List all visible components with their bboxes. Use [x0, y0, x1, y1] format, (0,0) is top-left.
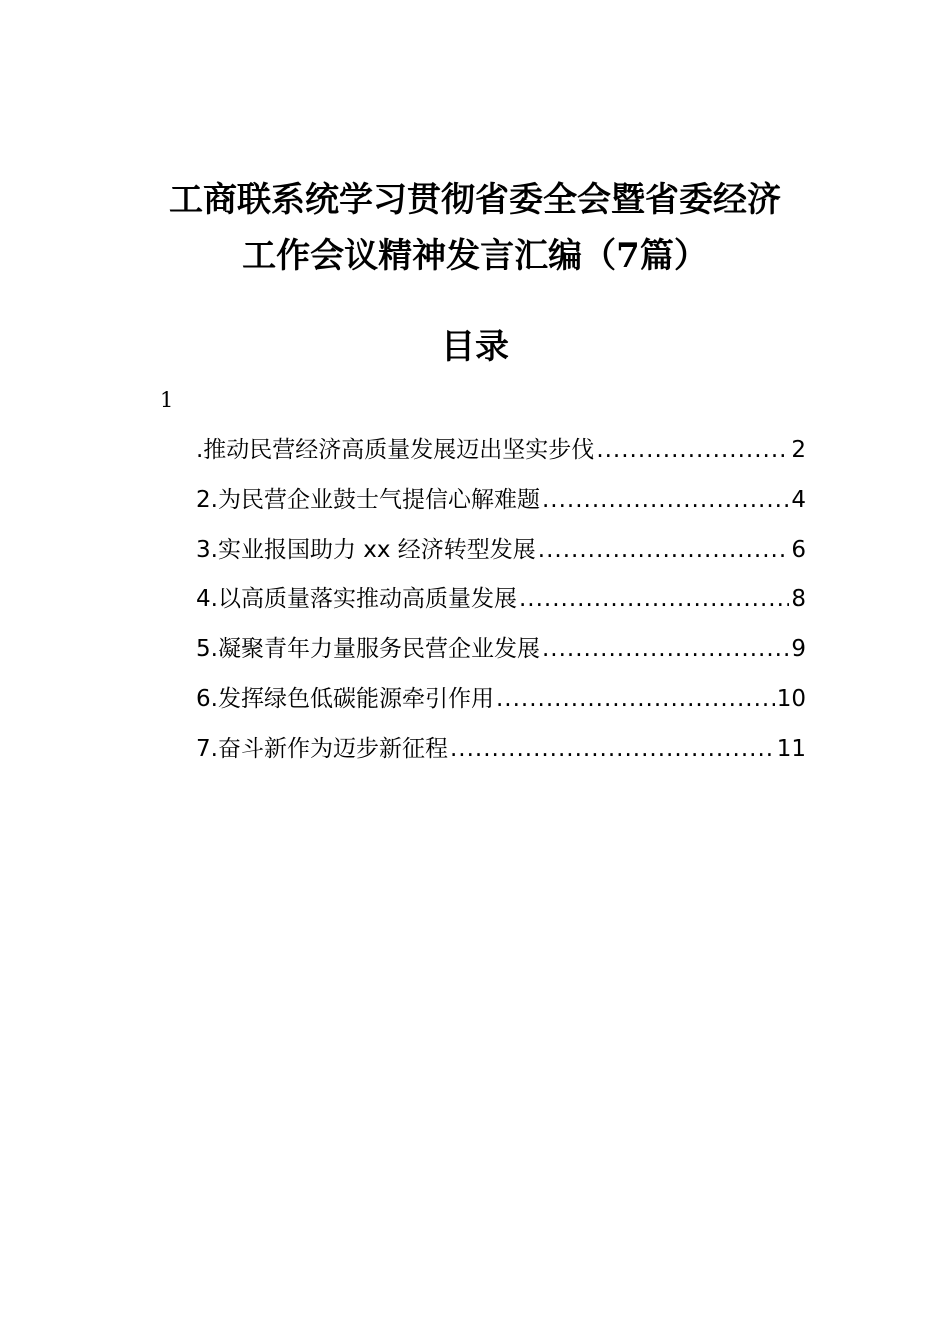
- toc-entry-label: 3.实业报国助力 xx 经济转型发展: [196, 536, 536, 563]
- toc-entry-2[interactable]: [196, 476, 806, 526]
- toc-heading: 目录: [441, 327, 509, 367]
- toc-dot-leader: [450, 725, 775, 775]
- toc-entry-page: 4: [791, 486, 806, 513]
- document-title-line-1: 工商联系统学习贯彻省委全会暨省委经济: [169, 180, 781, 220]
- toc-entry-page: 11: [776, 735, 806, 762]
- toc-entry-page: 2: [791, 437, 806, 463]
- toc-entry-page: 9: [791, 636, 806, 663]
- toc-entry-1[interactable]: [196, 426, 806, 476]
- toc-entry-label: .推动民营经济高质量发展迈出坚实步伐: [196, 437, 595, 463]
- toc-dot-leader: [542, 625, 789, 675]
- toc-entry-7[interactable]: [196, 725, 806, 775]
- toc-dot-leader: [596, 426, 789, 476]
- toc-stray-number: 1: [160, 388, 174, 412]
- toc-entry-6[interactable]: [196, 675, 806, 725]
- toc-entry-page: 8: [791, 586, 806, 613]
- toc-entry-3[interactable]: [196, 526, 806, 576]
- toc-entry-label: 5.凝聚青年力量服务民营企业发展: [196, 636, 540, 663]
- toc-entry-label: 7.奋斗新作为迈步新征程: [196, 735, 448, 762]
- toc-entry-label: 2.为民营企业鼓士气提信心解难题: [196, 486, 540, 513]
- toc-entry-4[interactable]: [196, 575, 806, 625]
- toc-entry-5[interactable]: [196, 625, 806, 675]
- toc-dot-leader: [542, 476, 789, 526]
- toc-dot-leader: [496, 675, 775, 725]
- toc-entry-label: 4.以高质量落实推动高质量发展: [196, 586, 517, 613]
- toc-entry-page: 10: [776, 685, 806, 712]
- toc-entry-label: 6.发挥绿色低碳能源牵引作用: [196, 685, 494, 712]
- table-of-contents: [196, 426, 806, 775]
- document-title-line-2: 工作会议精神发言汇编（7篇）: [242, 236, 708, 276]
- toc-dot-leader: [538, 526, 790, 576]
- toc-dot-leader: [519, 575, 789, 625]
- toc-entry-page: 6: [791, 536, 806, 563]
- document-title: [120, 172, 830, 284]
